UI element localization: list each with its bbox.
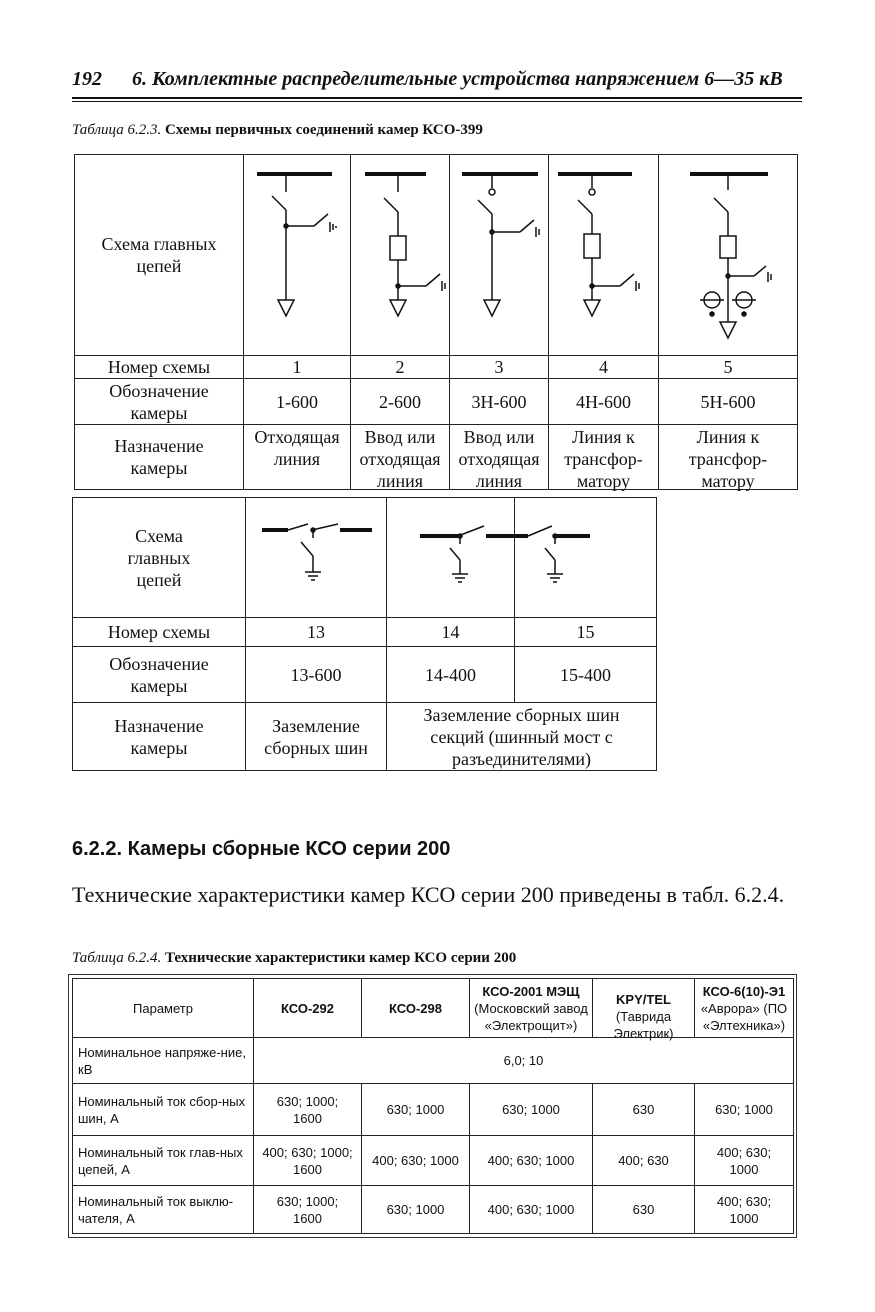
scheme-number-13: 13	[245, 617, 387, 647]
table-624-caption	[72, 950, 516, 967]
row-param-voltage: Номинальное напряже-ние, кВ	[72, 1037, 254, 1084]
table-cell: 400; 630; 1000	[469, 1135, 593, 1186]
purpose-2: Ввод или отходящая линия	[350, 424, 450, 490]
scheme-diagram-13	[262, 524, 372, 580]
table-cell: 400; 630	[592, 1135, 695, 1186]
purpose-4: Линия к трансфор-матору	[548, 424, 659, 490]
row-label-number-lower: Номер схемы	[72, 617, 246, 647]
header-c3	[469, 978, 593, 1038]
table-cell: 630; 1000	[361, 1185, 470, 1234]
running-title: 6. Комплектные распределительные устройства напряжением 6—35 кВ	[132, 68, 783, 90]
scheme-number-3: 3	[449, 355, 549, 379]
header-c4	[592, 978, 695, 1041]
designation-5: 5Н-600	[658, 378, 798, 425]
table-cell: 630; 1000	[469, 1083, 593, 1136]
designation-1: 1-600	[243, 378, 351, 425]
row-param-bus-current: Номинальный ток сбор-ных шин, А	[72, 1083, 254, 1136]
row-param-main-current: Номинальный ток глав-ных цепей, А	[72, 1135, 254, 1186]
table-cell: 630; 1000	[694, 1083, 794, 1136]
row-label-purpose-lower: Назначение камеры	[72, 702, 246, 771]
row-label-designation-lower: Обозначение камеры	[72, 646, 246, 703]
table-cell: 400; 630; 1000; 1600	[253, 1135, 362, 1186]
row-label-number: Номер схемы	[74, 355, 244, 379]
row-label-scheme: Схема главных цепей	[74, 154, 244, 356]
table-cell: 400; 630; 1000	[361, 1135, 470, 1186]
table-cell: 630; 1000; 1600	[253, 1083, 362, 1136]
table-cell: 400; 630; 1000	[469, 1185, 593, 1234]
table-623-caption-title: Схемы первичных соединений камер КСО-399	[164, 122, 483, 138]
row-label-designation: Обозначение камеры	[74, 378, 244, 425]
header-param: Параметр	[72, 978, 254, 1038]
header-c4-name: KPY/TEL	[616, 992, 671, 1007]
designation-4: 4Н-600	[548, 378, 659, 425]
scheme-number-4: 4	[548, 355, 659, 379]
purpose-3: Ввод или отходящая линия	[449, 424, 549, 490]
table-cell: 630	[592, 1185, 695, 1234]
designation-2: 2-600	[350, 378, 450, 425]
header-c4-maker: (Таврида Электрик)	[613, 1009, 674, 1041]
table-cell: 630	[592, 1083, 695, 1136]
designation-15: 15-400	[514, 646, 657, 703]
header-c3-maker: (Московский завод «Электрощит»)	[474, 1000, 588, 1033]
header-c5-maker: «Аврора» (ПО «Элтехника»)	[700, 1000, 788, 1033]
row-voltage-value: 6,0; 10	[253, 1037, 794, 1084]
scheme-number-14: 14	[386, 617, 515, 647]
row-label-scheme-lower: Схема главных цепей	[72, 497, 246, 618]
header-c5	[694, 978, 794, 1038]
section-heading: 6.2.2. Камеры сборные КСО серии 200	[72, 838, 451, 860]
purpose-1: Отходящая линия	[243, 424, 351, 490]
table-cell: 630; 1000; 1600	[253, 1185, 362, 1234]
scheme-diagram-14-15	[420, 526, 590, 582]
purpose-14-15: Заземление сборных шин секций (шинный мост с разъединителями)	[386, 702, 657, 771]
row-param-breaker-current: Номинальный ток выклю-чателя, А	[72, 1185, 254, 1234]
designation-3: 3Н-600	[449, 378, 549, 425]
purpose-5: Линия к трансфор-матору	[658, 424, 798, 490]
scheme-number-2: 2	[350, 355, 450, 379]
table-623-caption-label: Таблица 6.2.3.	[72, 122, 162, 138]
header-c1: КСО-292	[253, 978, 362, 1038]
scheme-number-15: 15	[514, 617, 657, 647]
purpose-13: Заземление сборных шин	[245, 702, 387, 771]
designation-13: 13-600	[245, 646, 387, 703]
body-paragraph: Технические характеристики камер КСО серии 200 приведены в табл. 6.2.4.	[72, 882, 785, 907]
scheme-number-5: 5	[658, 355, 798, 379]
table-624-caption-label: Таблица 6.2.4.	[72, 950, 162, 966]
header-c3-name: КСО-2001 МЭЩ	[482, 983, 580, 999]
row-label-purpose: Назначение камеры	[74, 424, 244, 490]
designation-14: 14-400	[386, 646, 515, 703]
table-cell: 630; 1000	[361, 1083, 470, 1136]
table-cell: 400; 630; 1000	[694, 1185, 794, 1234]
page-number: 192	[72, 68, 102, 90]
table-624-caption-title: Технические характеристики камер КСО серии 200	[164, 950, 517, 966]
header-c2: КСО-298	[361, 978, 470, 1038]
scheme-number-1: 1	[243, 355, 351, 379]
table-cell: 400; 630; 1000	[694, 1135, 794, 1186]
header-c5-name: КСО-6(10)-Э1	[702, 983, 786, 999]
